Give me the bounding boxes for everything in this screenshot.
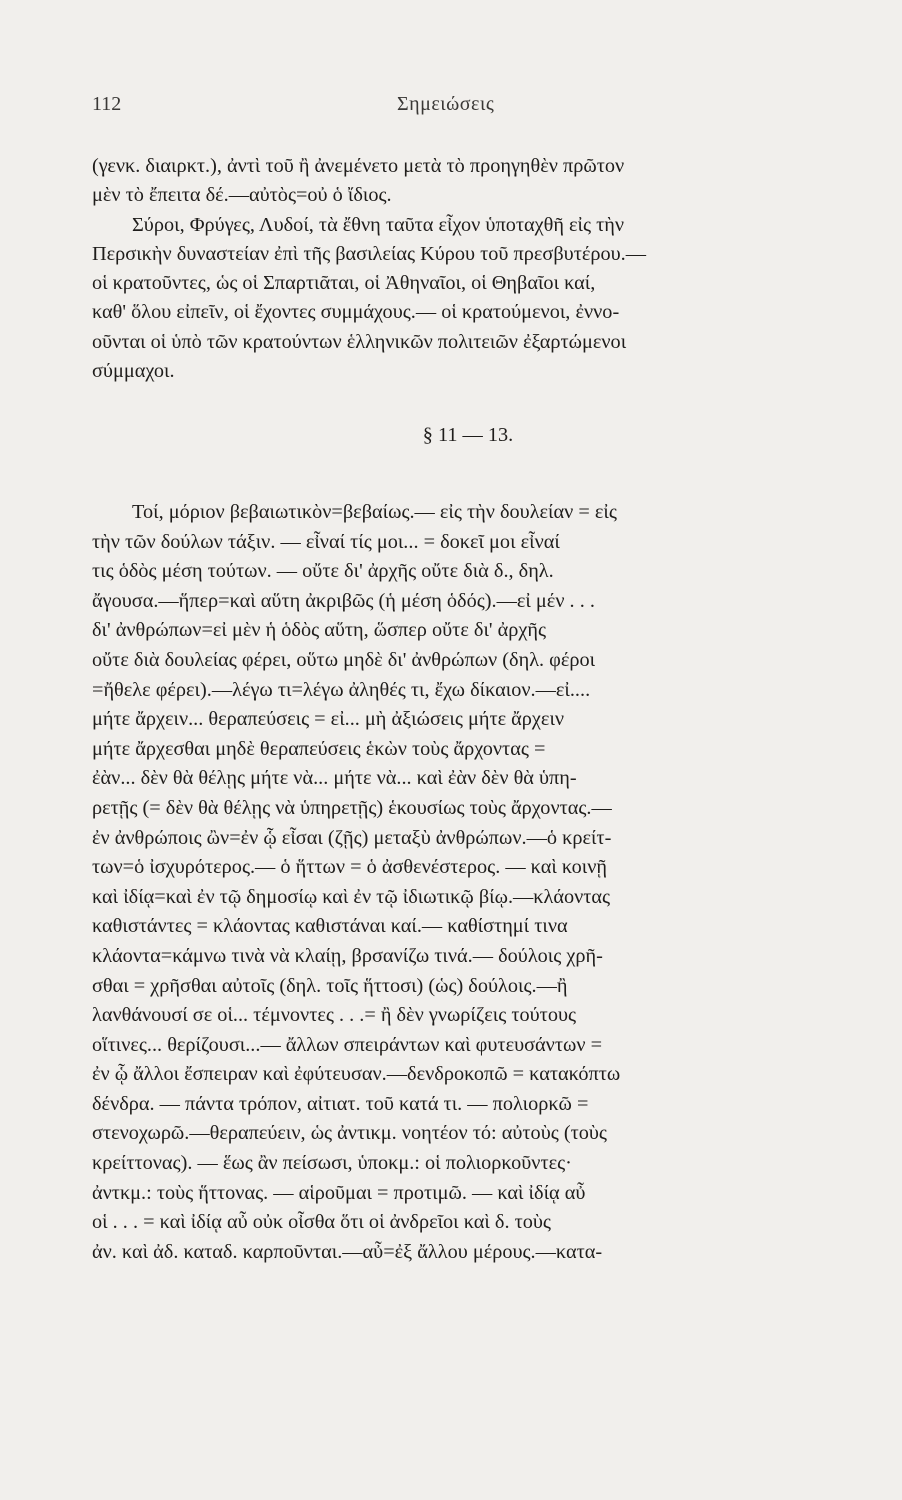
text-line: ρετῇς (= δὲν θὰ θέλῃς νὰ ὑπηρετῇς) ἑκουσίως τοὺς ἄρχοντας.—: [92, 796, 612, 819]
notes-block-top: [92, 152, 844, 386]
text-line: (γενκ. διαιρκτ.), ἀντὶ τοῦ ἢ ἀνεμένετο μετὰ τὸ προηγηθὲν πρῶτον: [92, 155, 625, 177]
section-heading: § 11 — 13.: [422, 424, 514, 446]
text-line: κρείττονας). — ἕως ἂν πείσωσι, ὑποκμ.: οἱ πολιορκοῦντες·: [92, 1152, 572, 1175]
text-line: Τοί, μόριον βεβαιωτικὸν=βεβαίως.— εἰς τὴν δουλείαν = εἰς: [132, 501, 617, 523]
text-line: κλάοντα=κάμνω τινὰ νὰ κλαίῃ, βρσανίζω τινά.— δούλοις χρῆ-: [92, 944, 603, 967]
text-line: λανθάνουσί σε οἱ... τέμνοντες . . .= ἢ δὲν γνωρίζεις τούτους: [92, 1004, 577, 1027]
text-line: των=ὁ ἰσχυρότερος.— ὁ ἥττων = ὁ ἀσθενέστερος. — καὶ κοινῇ: [92, 856, 608, 879]
text-line: οἱ . . . = καὶ ἰδίᾳ αὖ οὐκ οἶσθα ὅτι οἱ ἀνδρεῖοι καὶ δ. τοὺς: [92, 1211, 551, 1234]
text-line: οὔτε διὰ δουλείας φέρει, οὕτω μηδὲ δι' ἀνθρώπων (δηλ. φέροι: [92, 648, 596, 671]
text-line: οἱ κρατοῦντες, ὡς οἱ Σπαρτιᾶται, οἱ Ἀθηναῖοι, οἱ Θηβαῖοι καί,: [92, 272, 596, 295]
text-line: καθιστάντες = κλάοντας καθιστάναι καί.— καθίστημί τινα: [92, 915, 568, 938]
text-line: οἵτινες... θερίζουσι...— ἄλλων σπειράντων καὶ φυτευσάντων =: [92, 1033, 603, 1056]
page-header: [92, 93, 842, 123]
text-line: τὴν τῶν δούλων τάξιν. — εἶναί τίς μοι... = δοκεῖ μοι εἶναί: [92, 530, 560, 553]
text-line: ἄγουσα.—ἥπερ=καὶ αὕτη ἀκριβῶς (ἡ μέση ὁδός).—εἰ μέν . . .: [92, 589, 595, 612]
text-line: ἀν. καὶ ἀδ. καταδ. καρποῦνται.—αὖ=ἐξ ἄλλου μέρους.—κατα-: [92, 1240, 603, 1263]
text-line: ἐν ᾧ ἄλλοι ἔσπειραν καὶ ἐφύτευσαν.—δενδροκοπῶ = κατακόπτω: [92, 1063, 621, 1086]
page-number: 112: [92, 93, 122, 115]
text-line: σθαι = χρῆσθαι αὐτοῖς (δηλ. τοῖς ἥττοσι) (ὡς) δούλοις.—ἢ: [92, 974, 568, 997]
text-line: ἐὰν... δὲν θὰ θέλῃς μήτε νὰ... μήτε νὰ... καὶ ἐὰν δὲν θὰ ὑπη-: [92, 767, 577, 790]
text-line: μὲν τὸ ἔπειτα δέ.—αὐτὸς=οὐ ὁ ἴδιος.: [92, 184, 392, 207]
text-line: ἐν ἀνθρώποις ὢν=ἐν ᾧ εἶσαι (ζῇς) μεταξὺ ἀνθρώπων.—ὁ κρείτ-: [92, 826, 612, 849]
text-line: Σύροι, Φρύγες, Λυδοί, τὰ ἔθνη ταῦτα εἶχον ὑποταχθῆ εἰς τὴν: [132, 213, 625, 236]
text-line: οῦνται οἱ ὑπὸ τῶν κρατούντων ἑλληνικῶν πολιτειῶν ἐξαρτώμενοι: [92, 330, 627, 353]
text-line: τις ὁδὸς μέση τούτων. — οὔτε δι' ἀρχῆς οὔτε διὰ δ., δηλ.: [92, 560, 554, 583]
running-head: Σημειώσεις: [397, 93, 495, 115]
text-line: στενοχωρῶ.—θεραπεύειν, ὡς ἀντικμ. νοητέον τό: αὐτοὺς (τοὺς: [92, 1122, 607, 1145]
text-line: =ἤθελε φέρει).—λέγω τι=λέγω ἀληθές τι, ἔχω δίκαιον.—εἰ....: [92, 678, 591, 701]
text-line: δι' ἀνθρώπων=εἰ μὲν ἡ ὁδὸς αὕτη, ὥσπερ οὔτε δι' ἀρχῆς: [92, 619, 547, 642]
text-line: καθ' ὅλου εἰπεῖν, οἱ ἔχοντες συμμάχους.— οἱ κρατούμενοι, ἐννο-: [92, 301, 620, 324]
text-line: ἀντκμ.: τοὺς ἥττονας. — αἱροῦμαι = προτιμῶ. — καὶ ἰδίᾳ αὖ: [92, 1181, 586, 1204]
text-line: μήτε ἄρχεσθαι μηδὲ θεραπεύσεις ἑκὼν τοὺς ἄρχοντας =: [92, 737, 546, 760]
notes-block-bottom: [92, 498, 844, 1267]
text-line: Περσικὴν δυναστείαν ἐπὶ τῆς βασιλείας Κύρου τοῦ πρεσβυτέρου.—: [92, 242, 647, 265]
text-line: μήτε ἄρχειν... θεραπεύσεις = εἰ... μὴ ἀξιώσεις μήτε ἄρχειν: [92, 708, 565, 731]
text-line: καὶ ἰδίᾳ=καὶ ἐν τῷ δημοσίῳ καὶ ἐν τῷ ἰδιωτικῷ βίῳ.—κλάοντας: [92, 885, 611, 908]
text-line: σύμμαχοι.: [92, 360, 175, 383]
text-line: δένδρα. — πάντα τρόπον, αἰτιατ. τοῦ κατά τι. — πολιορκῶ =: [92, 1092, 589, 1115]
